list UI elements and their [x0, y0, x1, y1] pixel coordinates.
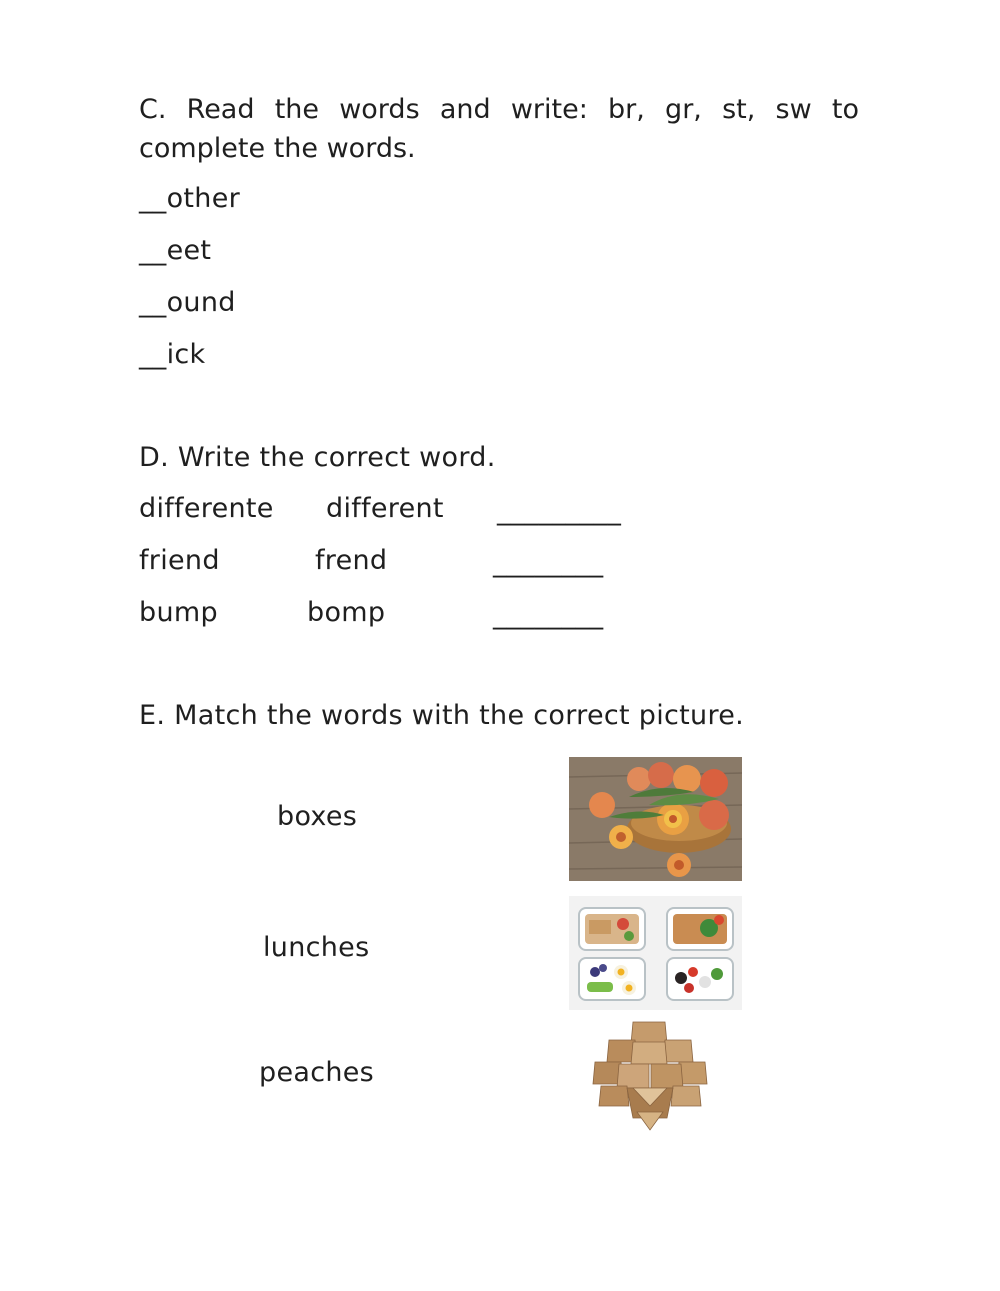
word-option: differente [139, 493, 274, 524]
section-d-instruction: D. Write the correct word. [139, 442, 496, 473]
cardboard-boxes-picture[interactable] [587, 1018, 713, 1132]
word-option: bomp [307, 597, 386, 628]
peaches-picture[interactable] [569, 757, 742, 881]
section-c-instruction: C. Read the words and write: br, gr, st, sw to complete the words. [139, 94, 859, 164]
match-word[interactable]: boxes [277, 801, 358, 832]
answer-blank[interactable]: _________ [497, 495, 622, 526]
word-option: friend [139, 545, 220, 576]
word-option: frend [315, 545, 388, 576]
section-c-item: __ound [139, 287, 236, 318]
word-option: different [326, 493, 444, 524]
match-word[interactable]: peaches [259, 1057, 375, 1088]
match-word[interactable]: lunches [263, 932, 370, 963]
section-c-item: __eet [139, 235, 212, 266]
section-c-item: __ick [139, 339, 206, 370]
section-c-item: __other [139, 183, 241, 214]
lunch-boxes-picture[interactable] [569, 896, 742, 1010]
answer-blank[interactable]: ________ [493, 547, 604, 578]
word-option: bump [139, 597, 218, 628]
section-e-instruction: E. Match the words with the correct picture. [139, 700, 745, 731]
answer-blank[interactable]: ________ [493, 599, 604, 630]
